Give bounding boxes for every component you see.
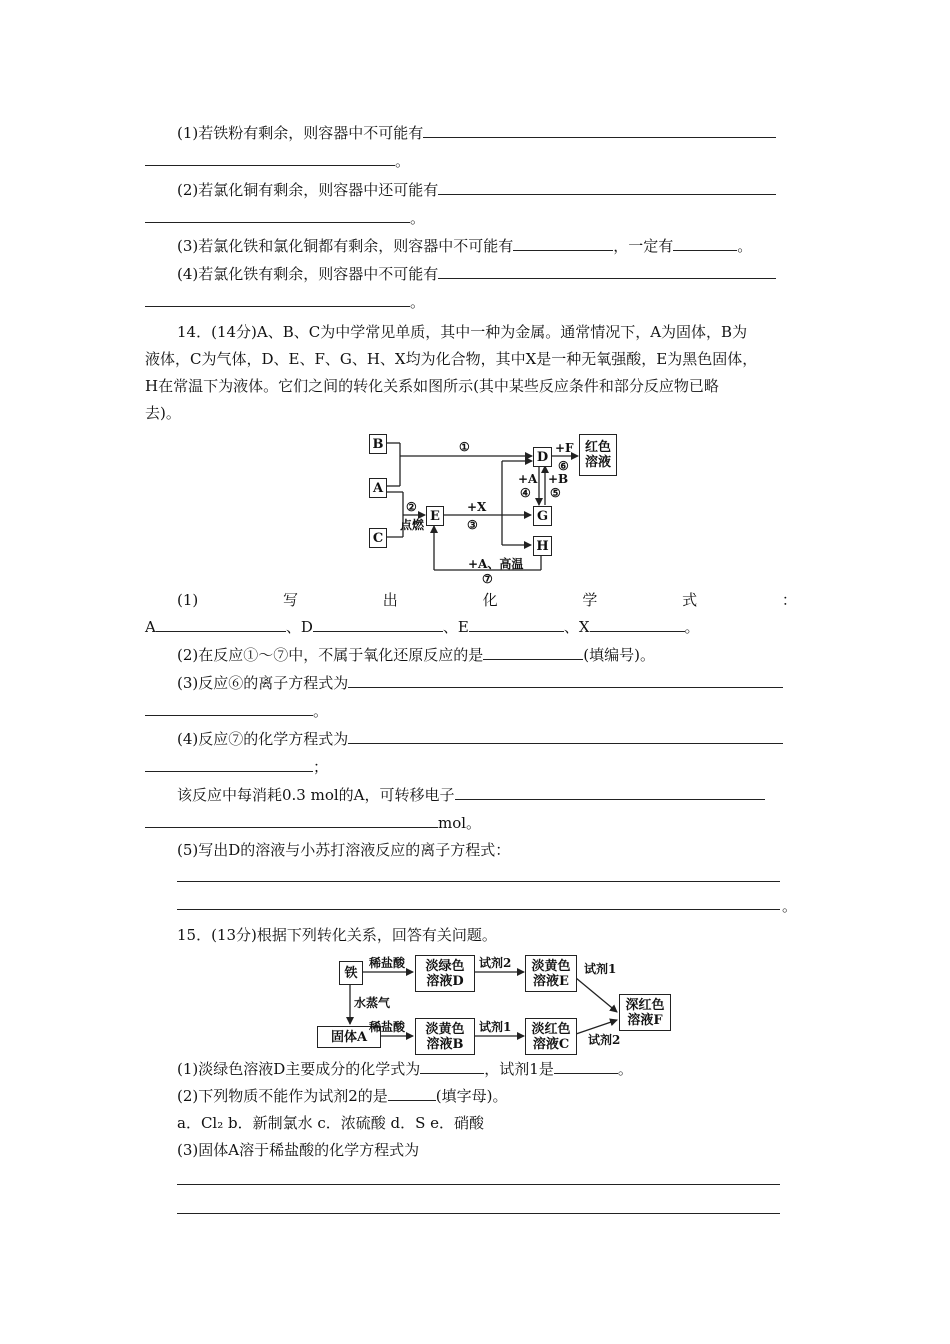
q13-part1: (1)若铁粉有剩余，则容器中不可能有 [177, 123, 776, 143]
q15-label-reagent2-top: 试剂2 [479, 956, 512, 970]
q13-part4-cont: 。 [145, 292, 425, 312]
q15-label-steam: 水蒸气 [354, 996, 391, 1010]
q14-label-plusB: +B [548, 472, 569, 486]
q14-label-r5: ⑤ [550, 486, 561, 500]
q15-options: a．Cl₂ b．新制氯水 c．浓硫酸 d．S e．硝酸 [177, 1114, 485, 1132]
q14-label-r4: ④ [520, 486, 531, 500]
q14-s4-electrons-cont: mol。 [145, 813, 481, 833]
q15-label-dilHCl-1: 稀盐酸 [369, 956, 406, 970]
q14-intro-3: H在常温下为液体。它们之间的转化关系如图所示(其中某些反应条件和部分反应物已略 [145, 377, 719, 395]
q14-label-r7: ⑦ [482, 572, 493, 586]
q14-label-plusA: +A [518, 472, 538, 486]
q14-label-ignite: 点燃 [400, 518, 425, 532]
q14-box-D: D [533, 447, 552, 467]
q14-box-A: A [369, 478, 387, 498]
q14-intro-1: 14．(14分)A、B、C为中学常见单质，其中一种为金属。通常情况下，A为固体，B为 [177, 323, 748, 341]
q14-s5: (5)写出D的溶液与小苏打溶液反应的离子方程式： [177, 841, 511, 859]
q14-s3-cont: 。 [145, 701, 328, 721]
q14-label-plusX: +X [467, 500, 487, 514]
q14-s4-electrons: 该反应中每消耗0.3 mol的A，可转移电子 [177, 785, 765, 805]
answer-blank[interactable] [420, 1059, 484, 1074]
q15-s1: (1)淡绿色溶液D主要成分的化学式为 ，试剂1是 。 [177, 1060, 633, 1078]
q14-s1-blanks: A 、D 、E 、X 。 [145, 618, 700, 636]
q14-box-H: H [533, 536, 552, 556]
q15-box-E: 淡黄色 溶液E [525, 955, 577, 992]
q14-intro-2: 液体，C为气体，D、E、F、G、H、X均为化合物，其中X是一种无氧强酸，E为黑色固体， [145, 350, 758, 368]
q14-s2: (2)在反应①～⑦中，不属于氧化还原反应的是 (填编号)。 [177, 646, 655, 664]
q14-box-B: B [369, 434, 387, 454]
q15-box-D: 淡绿色 溶液D [415, 955, 475, 992]
q15-box-B: 淡黄色 溶液B [415, 1018, 475, 1055]
q15-box-C: 淡红色 溶液C [525, 1018, 577, 1055]
answer-blank[interactable] [388, 1086, 436, 1101]
q15-box-F: 深红色 溶液F [619, 994, 671, 1031]
q15-label-reagent1-bottom: 试剂1 [479, 1020, 512, 1034]
q15-s2: (2)下列物质不能作为试剂2的是 (填字母)。 [177, 1087, 508, 1105]
q15-label-reagent1-top: 试剂1 [584, 962, 617, 976]
q14-s3: (3)反应⑥的离子方程式为 [177, 673, 783, 693]
q14-box-C: C [369, 528, 387, 548]
q14-label-r2: ② [406, 500, 417, 514]
q15-label-reagent2-bottom: 试剂2 [588, 1033, 621, 1047]
q15-label-dilHCl-2: 稀盐酸 [369, 1020, 406, 1034]
q14-box-E: E [426, 506, 444, 526]
q14-label-plusF: +F [555, 441, 574, 455]
q13-part1-cont: 。 [145, 151, 410, 171]
answer-line[interactable] [177, 1184, 780, 1185]
q13-part4: (4)若氯化铁有剩余，则容器中不可能有 [177, 264, 776, 284]
q14-label-r1: ① [459, 440, 470, 454]
q13-part2-cont: 。 [145, 208, 425, 228]
answer-blank[interactable] [554, 1059, 618, 1074]
q14-box-G: G [533, 506, 552, 526]
q14-intro-4: 去)。 [145, 404, 181, 422]
answer-line[interactable] [177, 1213, 780, 1214]
q15-box-iron: 铁 [339, 961, 363, 985]
q14-label-r6: ⑥ [558, 459, 569, 473]
q14-s4: (4)反应⑦的化学方程式为 [177, 729, 783, 749]
q14-label-r3: ③ [467, 518, 478, 532]
q14-s5-end: 。 [782, 897, 798, 915]
q15-s3: (3)固体A溶于稀盐酸的化学方程式为 [177, 1141, 420, 1159]
q14-s1-label: (1) 写 出 化 学 式 ： [177, 591, 797, 609]
q15-box-solidA: 固体A [317, 1026, 381, 1048]
q13-part2: (2)若氯化铜有剩余，则容器中还可能有 [177, 180, 776, 200]
q14-box-red-solution: 红色 溶液 [579, 434, 617, 476]
q15-intro: 15．(13分)根据下列转化关系，回答有关问题。 [177, 926, 497, 944]
q14-s4-cont: ； [145, 757, 328, 777]
q13-part3: (3)若氯化铁和氯化铜都有剩余，则容器中不可能有 ，一定有 。 [177, 237, 753, 255]
q14-label-plusAhigh: +A、高温 [468, 557, 524, 571]
